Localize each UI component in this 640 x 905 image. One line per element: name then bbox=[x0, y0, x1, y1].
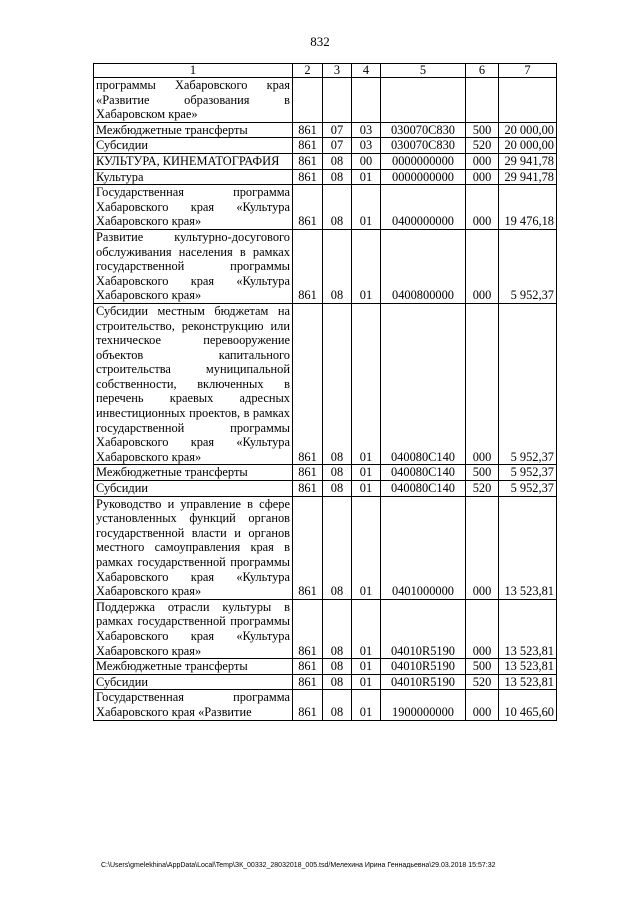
cell-subsection: 03 bbox=[352, 122, 381, 138]
cell-expense-type: 520 bbox=[466, 481, 499, 497]
table-row bbox=[94, 690, 557, 720]
page-number: 832 bbox=[310, 34, 330, 49]
cell-section: 08 bbox=[323, 169, 352, 185]
table-row bbox=[94, 465, 557, 481]
cell-ministry: 861 bbox=[293, 690, 323, 720]
cell-subsection: 01 bbox=[352, 229, 381, 303]
cell-section bbox=[323, 78, 352, 123]
cell-subsection: 00 bbox=[352, 153, 381, 169]
cell-target-article: 0401000000 bbox=[381, 496, 466, 599]
cell-amount: 5 952,37 bbox=[499, 229, 557, 303]
cell-ministry: 861 bbox=[293, 659, 323, 675]
cell-target-article: 030070С830 bbox=[381, 138, 466, 154]
cell-subsection: 01 bbox=[352, 599, 381, 658]
cell-amount: 20 000,00 bbox=[499, 122, 557, 138]
table-row bbox=[94, 599, 557, 658]
cell-section: 08 bbox=[323, 481, 352, 497]
cell-subsection: 01 bbox=[352, 659, 381, 675]
cell-expense-type: 000 bbox=[466, 229, 499, 303]
table-row bbox=[94, 122, 557, 138]
cell-subsection: 01 bbox=[352, 303, 381, 465]
cell-subsection: 01 bbox=[352, 465, 381, 481]
row-name: Субсидии bbox=[94, 674, 293, 690]
cell-section: 07 bbox=[323, 138, 352, 154]
cell-amount: 29 941,78 bbox=[499, 169, 557, 185]
table-row bbox=[94, 78, 557, 123]
cell-expense-type bbox=[466, 78, 499, 123]
table-row bbox=[94, 303, 557, 465]
cell-ministry: 861 bbox=[293, 303, 323, 465]
table-row bbox=[94, 481, 557, 497]
table-row bbox=[94, 169, 557, 185]
cell-amount: 29 941,78 bbox=[499, 153, 557, 169]
cell-section: 08 bbox=[323, 599, 352, 658]
cell-target-article: 04010R5190 bbox=[381, 674, 466, 690]
cell-amount: 5 952,37 bbox=[499, 481, 557, 497]
cell-subsection: 01 bbox=[352, 674, 381, 690]
column-header: 1 bbox=[94, 64, 293, 78]
cell-amount: 19 476,18 bbox=[499, 185, 557, 230]
table-row bbox=[94, 229, 557, 303]
cell-amount: 13 523,81 bbox=[499, 674, 557, 690]
cell-ministry: 861 bbox=[293, 481, 323, 497]
row-name: Межбюджетные трансферты bbox=[94, 122, 293, 138]
budget-table bbox=[93, 63, 557, 721]
cell-expense-type: 520 bbox=[466, 674, 499, 690]
cell-expense-type: 000 bbox=[466, 303, 499, 465]
table-header-row bbox=[94, 64, 557, 78]
cell-subsection: 01 bbox=[352, 169, 381, 185]
cell-section: 07 bbox=[323, 122, 352, 138]
cell-amount: 5 952,37 bbox=[499, 465, 557, 481]
row-name: Руководство и управление в сфере установленных функций органов государственной власти и органов местного самоуправления края в рамках государственной программы Хабаровского края «Культура Хабаровского края» bbox=[94, 496, 293, 599]
cell-ministry: 861 bbox=[293, 229, 323, 303]
cell-expense-type: 520 bbox=[466, 138, 499, 154]
table-row bbox=[94, 659, 557, 675]
cell-section: 08 bbox=[323, 690, 352, 720]
cell-target-article: 040080С140 bbox=[381, 481, 466, 497]
cell-target-article: 0400800000 bbox=[381, 229, 466, 303]
table-row bbox=[94, 674, 557, 690]
cell-ministry: 861 bbox=[293, 122, 323, 138]
cell-ministry: 861 bbox=[293, 138, 323, 154]
column-header: 4 bbox=[352, 64, 381, 78]
cell-subsection: 01 bbox=[352, 185, 381, 230]
cell-section: 08 bbox=[323, 496, 352, 599]
cell-target-article: 040080С140 bbox=[381, 303, 466, 465]
cell-expense-type: 500 bbox=[466, 659, 499, 675]
cell-expense-type: 000 bbox=[466, 169, 499, 185]
footer-file-path: C:\Users\gmelekhina\AppData\Local\Temp\ЗК_00332_28032018_005.tsd/Мелехина Ирина Геннадьевна\29.03.2018 15:57:32 bbox=[101, 862, 496, 869]
cell-target-article: 0400000000 bbox=[381, 185, 466, 230]
cell-subsection: 01 bbox=[352, 690, 381, 720]
row-name: Субсидии местным бюджетам на строительство, реконструкцию или техническое перевооружение объектов капитального строительства муниципальной собственности, включенных в перечень краевых адресных инвестиционных проектов, в рамках государственной программы Хабаровского края «Культура Хабаровского края» bbox=[94, 303, 293, 465]
cell-section: 08 bbox=[323, 674, 352, 690]
cell-target-article: 0000000000 bbox=[381, 153, 466, 169]
row-name: Государственная программа Хабаровского края «Развитие bbox=[94, 690, 293, 720]
cell-ministry: 861 bbox=[293, 153, 323, 169]
cell-section: 08 bbox=[323, 229, 352, 303]
cell-section: 08 bbox=[323, 303, 352, 465]
cell-target-article: 04010R5190 bbox=[381, 659, 466, 675]
cell-section: 08 bbox=[323, 185, 352, 230]
cell-expense-type: 000 bbox=[466, 153, 499, 169]
cell-target-article: 04010R5190 bbox=[381, 599, 466, 658]
cell-amount: 13 523,81 bbox=[499, 659, 557, 675]
row-name: Развитие культурно-досугового обслуживания населения в рамках государственной программы Хабаровского края «Культура Хабаровского края» bbox=[94, 229, 293, 303]
column-header: 7 bbox=[499, 64, 557, 78]
cell-section: 08 bbox=[323, 659, 352, 675]
column-header: 5 bbox=[381, 64, 466, 78]
cell-subsection: 03 bbox=[352, 138, 381, 154]
row-name: Поддержка отрасли культуры в рамках государственной программы Хабаровского края «Культура Хабаровского края» bbox=[94, 599, 293, 658]
cell-subsection: 01 bbox=[352, 496, 381, 599]
column-header: 2 bbox=[293, 64, 323, 78]
row-name: Государственная программа Хабаровского края «Культура Хабаровского края» bbox=[94, 185, 293, 230]
cell-expense-type: 500 bbox=[466, 122, 499, 138]
table-row bbox=[94, 138, 557, 154]
cell-target-article bbox=[381, 78, 466, 123]
cell-target-article: 1900000000 bbox=[381, 690, 466, 720]
cell-expense-type: 000 bbox=[466, 496, 499, 599]
cell-ministry: 861 bbox=[293, 599, 323, 658]
row-name: Субсидии bbox=[94, 138, 293, 154]
table-row bbox=[94, 185, 557, 230]
cell-expense-type: 500 bbox=[466, 465, 499, 481]
column-header: 3 bbox=[323, 64, 352, 78]
row-name: КУЛЬТУРА, КИНЕМАТОГРАФИЯ bbox=[94, 153, 293, 169]
cell-amount: 5 952,37 bbox=[499, 303, 557, 465]
cell-expense-type: 000 bbox=[466, 599, 499, 658]
cell-section: 08 bbox=[323, 153, 352, 169]
cell-target-article: 040080С140 bbox=[381, 465, 466, 481]
column-header: 6 bbox=[466, 64, 499, 78]
cell-ministry: 861 bbox=[293, 674, 323, 690]
cell-target-article: 0000000000 bbox=[381, 169, 466, 185]
cell-amount: 10 465,60 bbox=[499, 690, 557, 720]
cell-amount: 13 523,81 bbox=[499, 496, 557, 599]
cell-target-article: 030070С830 bbox=[381, 122, 466, 138]
cell-section: 08 bbox=[323, 465, 352, 481]
row-name: Субсидии bbox=[94, 481, 293, 497]
row-name: Межбюджетные трансферты bbox=[94, 465, 293, 481]
cell-amount: 13 523,81 bbox=[499, 599, 557, 658]
cell-subsection bbox=[352, 78, 381, 123]
table-row bbox=[94, 153, 557, 169]
cell-amount bbox=[499, 78, 557, 123]
table-row bbox=[94, 496, 557, 599]
row-name: Культура bbox=[94, 169, 293, 185]
cell-subsection: 01 bbox=[352, 481, 381, 497]
cell-expense-type: 000 bbox=[466, 185, 499, 230]
cell-ministry bbox=[293, 78, 323, 123]
cell-ministry: 861 bbox=[293, 185, 323, 230]
cell-expense-type: 000 bbox=[466, 690, 499, 720]
cell-ministry: 861 bbox=[293, 169, 323, 185]
row-name: Межбюджетные трансферты bbox=[94, 659, 293, 675]
cell-amount: 20 000,00 bbox=[499, 138, 557, 154]
row-name: программы Хабаровского края «Развитие образования в Хабаровском крае» bbox=[94, 78, 293, 123]
cell-ministry: 861 bbox=[293, 496, 323, 599]
cell-ministry: 861 bbox=[293, 465, 323, 481]
